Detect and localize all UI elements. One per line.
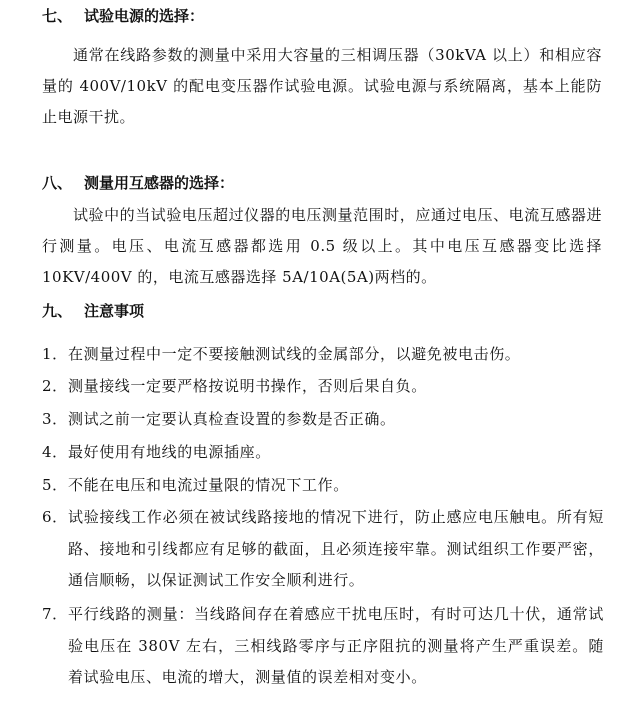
list-item bbox=[42, 404, 604, 436]
list-item-text: 测量接线一定要严格按说明书操作，否则后果自负。 bbox=[68, 377, 427, 395]
section-9-heading bbox=[42, 301, 144, 321]
section-7-number: 七、 bbox=[42, 7, 73, 25]
list-item-index: 6． bbox=[42, 508, 68, 526]
list-item bbox=[42, 437, 604, 469]
list-item-text: 试验接线工作必须在被试线路接地的情况下进行，防止感应电压触电。所有短路、接地和引线都应有足够的截面，且必须连接牢靠。测试组织工作要严密，通信顺畅，以保证测试工作安全顺利进行。 bbox=[68, 508, 604, 589]
list-item bbox=[42, 371, 604, 403]
section-9-title: 注意事项 bbox=[84, 302, 145, 320]
list-item-index: 1． bbox=[42, 345, 68, 363]
list-item-index: 5． bbox=[42, 476, 68, 494]
section-8-title: 测量用互感器的选择： bbox=[84, 174, 235, 192]
section-7-heading bbox=[42, 6, 204, 26]
list-item-index: 7． bbox=[42, 605, 68, 623]
list-item-text: 测试之前一定要认真检查设置的参数是否正确。 bbox=[68, 410, 396, 428]
list-item bbox=[42, 599, 604, 694]
list-item bbox=[42, 470, 604, 502]
section-8-number: 八、 bbox=[42, 174, 73, 192]
section-7-body: 通常在线路参数的测量中采用大容量的三相调压器（30kVA 以上）和相应容量的 400V/10kV 的配电变压器作试验电源。试验电源与系统隔离，基本上能防止电源干扰。 bbox=[42, 46, 602, 126]
list-item-text: 最好使用有地线的电源插座。 bbox=[68, 443, 271, 461]
list-item-index: 2． bbox=[42, 377, 68, 395]
list-item bbox=[42, 339, 604, 371]
section-8-heading bbox=[42, 173, 234, 193]
list-item-text: 在测量过程中一定不要接触测试线的金属部分，以避免被电击伤。 bbox=[68, 345, 521, 363]
list-item bbox=[42, 502, 604, 597]
list-item-index: 3． bbox=[42, 410, 68, 428]
list-item-text: 平行线路的测量：当线路间存在着感应干扰电压时，有时可达几十伏，通常试验电压在 380V 左右，三相线路零序与正序阻抗的测量将产生严重误差。随着试验电压、电流的增大，测量值的误差相对变小。 bbox=[68, 605, 604, 686]
section-9-number: 九、 bbox=[42, 302, 73, 320]
list-item-text: 不能在电压和电流过量限的情况下工作。 bbox=[68, 476, 349, 494]
section-8-body: 试验中的当试验电压超过仪器的电压测量范围时，应通过电压、电流互感器进行测量。电压、电流互感器都选用 0.5 级以上。其中电压互感器变比选择 10KV/400V 的，电流互感器选择 5A/10A(5A)两档的。 bbox=[42, 206, 602, 286]
list-item-index: 4． bbox=[42, 443, 68, 461]
section-7-title: 试验电源的选择： bbox=[84, 7, 205, 25]
